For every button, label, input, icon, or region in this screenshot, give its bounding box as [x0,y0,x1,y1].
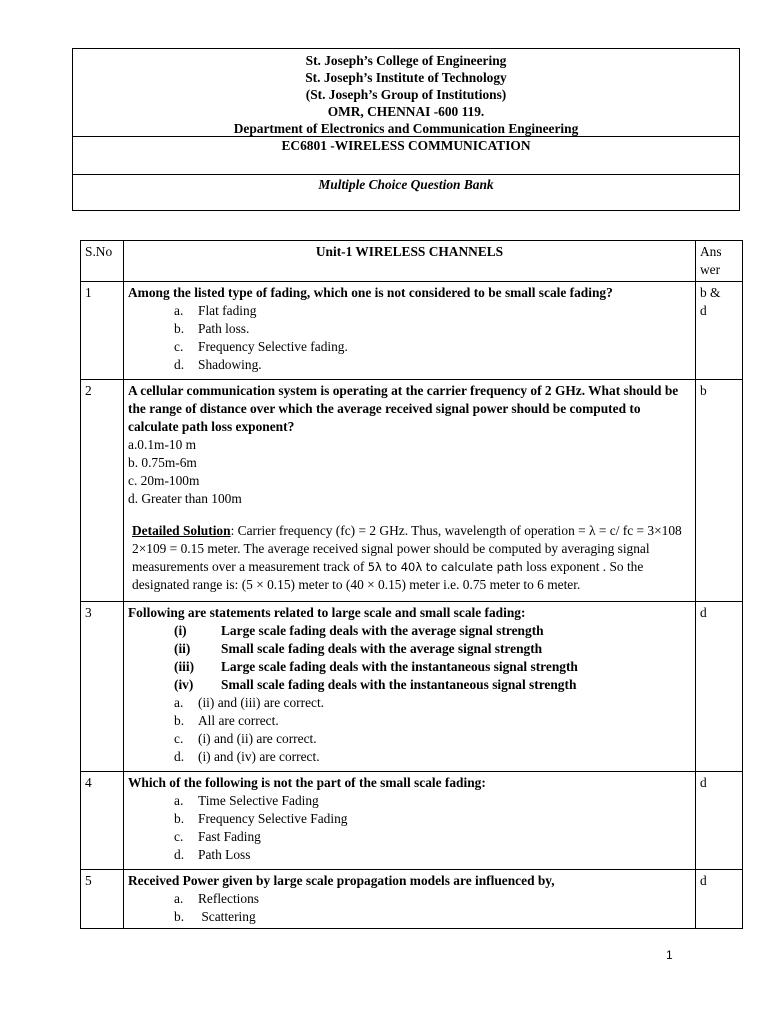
document-header [72,48,740,211]
question-text: Among the listed type of fading, which one is not considered to be small scale fading? [128,285,613,300]
option: b. Scattering [174,909,256,924]
document-subtitle: Multiple Choice Question Bank [318,177,494,192]
option: c. Fast Fading [174,829,261,844]
statement: (iii) Large scale fading deals with the instantaneous signal strength [174,659,578,674]
option: c. Frequency Selective fading. [174,339,348,354]
answer-line2: d [700,303,707,318]
option: b. All are correct. [174,713,279,728]
table-row [81,282,743,380]
statement: (iv) Small scale fading deals with the instantaneous signal strength [174,677,577,692]
question-text: Following are statements related to large scale and small scale fading: [128,605,526,620]
option: b. 0.75m-6m [128,455,197,470]
detailed-solution [128,522,691,594]
question-text: Received Power given by large scale propagation models are influenced by, [128,873,555,888]
answer-header-line2: wer [700,262,721,277]
question-number: 5 [81,870,124,929]
options-list [128,890,691,926]
question-number: 1 [81,282,124,380]
option: a. Time Selective Fading [174,793,319,808]
option: c. (i) and (ii) are correct. [174,731,317,746]
table-row [81,380,743,602]
options-list [128,302,691,374]
question-text: Which of the following is not the part of the small scale fading: [128,775,486,790]
question-number: 4 [81,772,124,870]
answer-cell: d [696,602,743,772]
answer-cell [696,282,743,380]
question-cell [124,870,696,929]
solution-text: : Carrier frequency (fc) = 2 GHz. Thus, wavelength of operation = λ = c/ fc = 3×108 2×109 = 0.15 meter. The average received signal power should be computed by averaging signal measurements over a measurement track of [132,523,682,574]
options-list [128,694,691,766]
option: a. Flat fading [174,303,257,318]
course-title: EC6801 -WIRELESS COMMUNICATION [73,137,739,175]
question-table [80,240,743,929]
question-text: A cellular communication system is operating at the carrier frequency of 2 GHz. What should be the range of distance over which the average received signal power should be computed to calculate path loss exponent? [128,383,679,434]
option: d. Shadowing. [174,357,262,372]
table-row [81,772,743,870]
option: a. (ii) and (iii) are correct. [174,695,325,710]
unit-header: Unit-1 WIRELESS CHANNELS [124,241,696,282]
statement: (i) Large scale fading deals with the average signal strength [174,623,544,638]
options-list [128,792,691,864]
table-row [81,870,743,929]
answer-cell: d [696,772,743,870]
table-row [81,602,743,772]
answer-cell: d [696,870,743,929]
statement: (ii) Small scale fading deals with the average signal strength [174,641,543,656]
institute-name: St. Joseph’s Institute of Technology [305,70,507,85]
page-number: 1 [666,948,673,962]
option: d. Path Loss [174,847,251,862]
question-cell [124,380,696,602]
address: OMR, CHENNAI -600 119. [327,104,485,119]
answer-header [696,241,743,282]
option: d. (i) and (iv) are correct. [174,749,320,764]
question-cell [124,602,696,772]
institution-block [73,49,739,137]
option: d. Greater than 100m [128,491,242,506]
answer-header-line1: Ans [700,244,722,259]
question-number: 3 [81,602,124,772]
question-number: 2 [81,380,124,602]
option: a. Reflections [174,891,259,906]
group-name: (St. Joseph’s Group of Institutions) [305,87,507,102]
solution-label: Detailed Solution [132,523,231,538]
solution-text-end: loss exponent . So the designated range is: (5 × 0.15) meter to (40 × 0.15) meter i.e. 0.75 meter to 6 meter. [132,559,644,592]
college-name: St. Joseph’s College of Engineering [305,53,507,68]
sno-header: S.No [81,241,124,282]
option: b. Path loss. [174,321,250,336]
option: c. 20m-100m [128,473,200,488]
question-cell [124,282,696,380]
option: a.0.1m-10 m [128,437,197,452]
department: Department of Electronics and Communication Engineering [233,121,579,136]
statements-list [128,622,691,694]
table-header-row [81,241,743,282]
question-cell [124,772,696,870]
answer-line1: b & [700,285,721,300]
option: b. Frequency Selective Fading [174,811,348,826]
answer-cell: b [696,380,743,602]
solution-range: 5λ to 40λ to calculate path [367,560,523,574]
